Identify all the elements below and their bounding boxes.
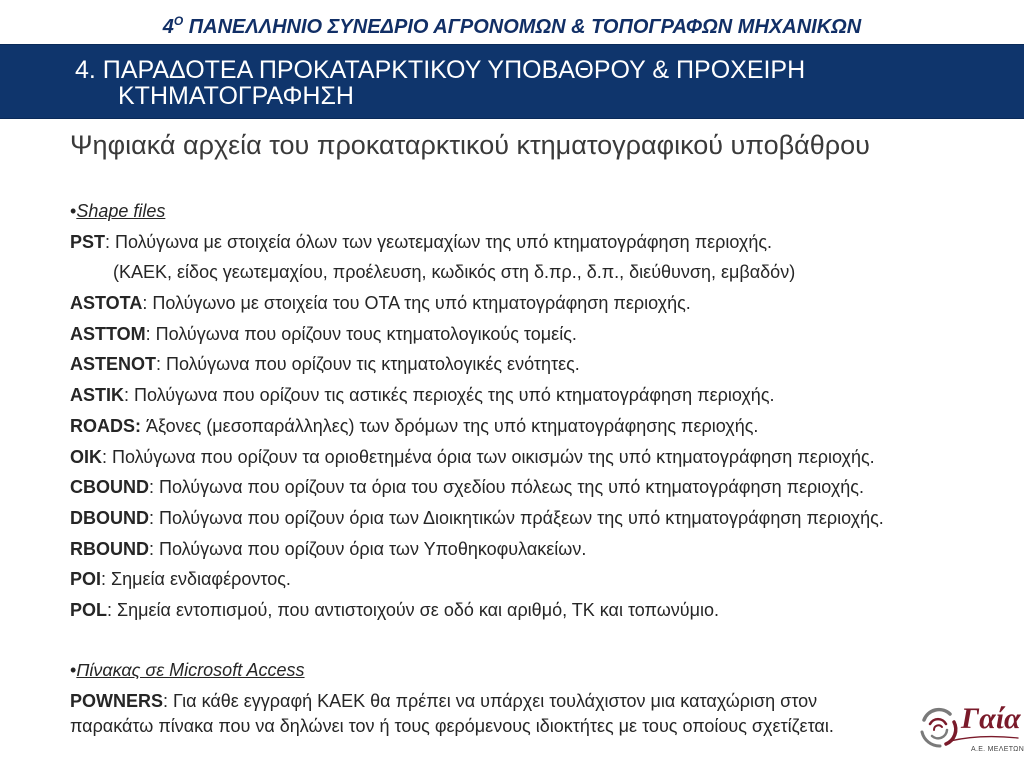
deliverable-key: ASTENOT — [70, 354, 157, 375]
deliverable-key: ASTTOM — [70, 323, 146, 344]
deliverable-description: : Πολύγωνα που ορίζουν όρια των Διοικητικών πράξεων της υπό κτηματογράφηση περιοχής. — [149, 507, 884, 528]
deliverable-key: ROADS: — [70, 415, 141, 436]
access-heading: Πίνακας σε Microsoft Access — [76, 660, 305, 680]
deliverable-description: : Πολύγωνα με στοιχεία όλων των γεωτεμαχίων της υπό κτηματογράφηση περιοχής. — [105, 231, 773, 252]
slide-subtitle: Ψηφιακά αρχεία του προκαταρκτικού κτηματογραφικού υποβάθρου — [70, 130, 870, 160]
deliverable-key: RBOUND — [70, 538, 149, 559]
deliverable-key: ASTOTA — [70, 293, 143, 314]
deliverable-description: : Πολύγωνα που ορίζουν όρια των Υποθηκοφυλακείων. — [149, 538, 587, 559]
slide-title-line1: 4. ΠΑΡΑΔΟΤΕΑ ΠΡΟΚΑΤΑΡΚΤΙΚΟΥ ΥΠΟΒΑΘΡΟΥ & ΠΡΟΧΕΙΡΗ — [75, 56, 806, 84]
powners-key: POWNERS — [70, 691, 164, 711]
powners-description-line1: : Για κάθε εγγραφή ΚΑΕΚ θα πρέπει να υπάρχει τουλάχιστον μια καταχώριση στον — [163, 691, 818, 711]
shape-files-bullet: • — [70, 201, 77, 221]
logo-subtitle: Α.Ε. ΜΕΛΕΤΩΝ — [971, 746, 1024, 753]
deliverable-item-rbound — [70, 534, 884, 565]
deliverable-key: POL — [70, 599, 108, 620]
slide-title — [75, 57, 805, 109]
deliverable-description: : Πολύγωνα που ορίζουν τις αστικές περιοχές της υπό κτηματογράφηση περιοχής. — [124, 385, 775, 406]
conference-banner — [0, 13, 1024, 41]
deliverable-description: : Πολύγωνα που ορίζουν τους κτηματολογικούς τομείς. — [145, 323, 577, 344]
deliverable-key: ASTIK — [70, 385, 124, 406]
access-table-section — [70, 655, 834, 739]
deliverable-item-asttom — [70, 319, 884, 350]
deliverable-item-pol — [70, 595, 884, 626]
deliverable-item-dbound — [70, 503, 884, 534]
deliverable-item-roads — [70, 411, 884, 442]
banner-text: ΠΑΝΕΛΛΗΝΙΟ ΣΥΝΕΔΡΙΟ ΑΓΡΟΝΟΜΩΝ & ΤΟΠΟΓΡΑΦΩΝ ΜΗΧΑΝΙΚΩΝ — [183, 16, 862, 38]
deliverable-key: OIK — [70, 446, 103, 467]
access-heading-line — [70, 655, 834, 686]
powners-description-line2: παρακάτω πίνακα που να δηλώνει τον ή τους φερόμενους ιδιοκτήτες με τους οποίους σχετίζεται. — [70, 716, 834, 736]
deliverable-description: (ΚΑΕΚ, είδος γεωτεμαχίου, προέλευση, κωδικός στη δ.πρ., δ.π., διεύθυνση, εμβαδόν) — [113, 262, 796, 283]
deliverable-description: : Πολύγωνα που ορίζουν τις κτηματολογικές ενότητες. — [156, 354, 580, 375]
deliverable-key: DBOUND — [70, 507, 149, 528]
deliverable-item-astota — [70, 288, 884, 319]
deliverable-item-astenot — [70, 349, 884, 380]
deliverable-description: : Πολύγωνο με στοιχεία του ΟΤΑ της υπό κτηματογράφηση περιοχής. — [142, 293, 691, 314]
deliverable-description: : Σημεία ενδιαφέροντος. — [101, 569, 291, 590]
shape-files-section — [70, 196, 884, 626]
deliverable-key: CBOUND — [70, 477, 149, 498]
deliverable-item-poi — [70, 564, 884, 595]
gaia-logo — [916, 700, 1022, 762]
deliverable-item-cbound — [70, 472, 884, 503]
deliverable-description: : Πολύγωνα που ορίζουν τα οριοθετημένα όρια των οικισμών της υπό κτηματογράφηση περιοχής. — [102, 446, 875, 467]
deliverable-key: POI — [70, 569, 102, 590]
logo-name: Γαία — [961, 702, 1021, 735]
deliverable-item-astik — [70, 380, 884, 411]
shape-files-heading-line — [70, 196, 884, 227]
powners-paragraph — [70, 689, 834, 739]
deliverable-description: Άξονες (μεσοπαράλληλες) των δρόμων της υπό κτηματογράφησης περιοχής. — [141, 415, 759, 436]
shape-files-heading: Shape files — [76, 201, 166, 221]
deliverable-description: : Σημεία εντοπισμού, που αντιστοιχούν σε οδό και αριθμό, ΤΚ και τοπωνύμιο. — [107, 599, 719, 620]
deliverable-item-oik — [70, 442, 884, 473]
banner-superscript: Ο — [173, 14, 184, 28]
deliverable-key: PST — [70, 231, 106, 252]
deliverable-item-pst — [70, 227, 884, 258]
deliverable-item-pst-fields — [70, 257, 884, 288]
deliverable-description: : Πολύγωνα που ορίζουν τα όρια του σχεδίου πόλεως της υπό κτηματογράφηση περιοχής. — [149, 477, 864, 498]
banner-number: 4 — [162, 16, 174, 38]
slide-title-line2: ΚΤΗΜΑΤΟΓΡΑΦΗΣΗ — [118, 82, 354, 110]
access-bullet: • — [70, 660, 77, 680]
